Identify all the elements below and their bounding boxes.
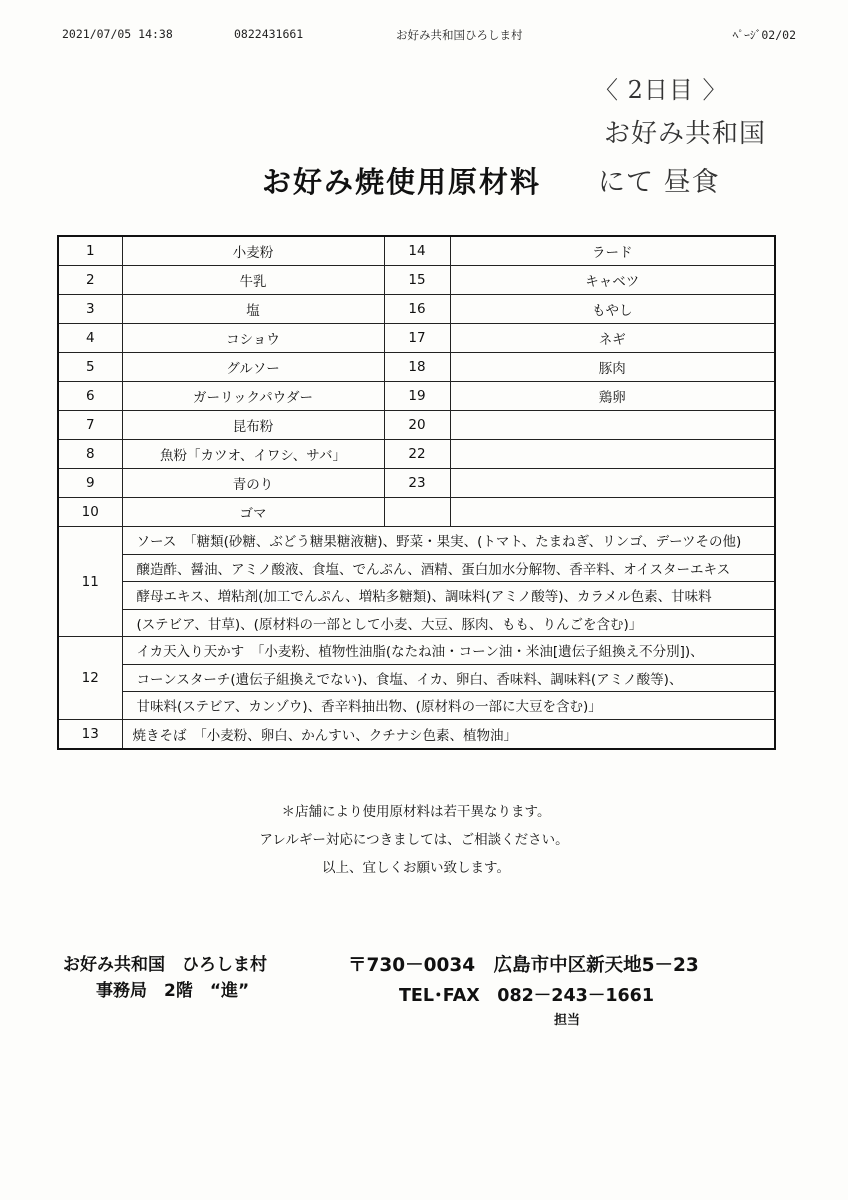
ingredient-number: 2 bbox=[58, 266, 122, 295]
ingredient-number: 4 bbox=[58, 324, 122, 353]
footer-address: 〒730－0034 広島市中区新天地5－23 bbox=[348, 955, 699, 976]
table-row bbox=[58, 719, 775, 749]
ingredient-name: 豚肉 bbox=[450, 353, 775, 382]
ingredient-name: ゴマ bbox=[122, 498, 384, 527]
footer-tel-fax: TEL･FAX 082－243－1661 bbox=[399, 986, 655, 1006]
footer-office: 事務局 2階 “進” bbox=[96, 981, 250, 1001]
fax-page-number: ﾍﾟｰｼﾞ02/02 bbox=[732, 28, 796, 42]
ingredient-detail-line: 醸造酢、醤油、アミノ酸液、食塩、でんぷん、酒精、蛋白加水分解物、香辛料、オイスターエキス bbox=[122, 554, 775, 582]
ingredient-detail-line: (ステビア、甘草)、(原材料の一部として小麦、大豆、豚肉、もも、りんごを含む)」 bbox=[122, 609, 775, 637]
ingredient-name: 昆布粉 bbox=[122, 411, 384, 440]
ingredient-name bbox=[450, 469, 775, 498]
ingredient-detail-line: イカ天入り天かす 「小麦粉、植物性油脂(なたね油・コーン油・米油[遺伝子組換え不分別])、 bbox=[122, 637, 775, 665]
ingredient-number: 10 bbox=[58, 498, 122, 527]
ingredient-detail-line: 酵母エキス、増粘剤(加工でんぷん、増粘多糖類)、調味料(アミノ酸等)、カラメル色素、甘味料 bbox=[122, 582, 775, 610]
table-row bbox=[58, 609, 775, 637]
fax-number: 0822431661 bbox=[234, 27, 304, 41]
table-row bbox=[58, 527, 775, 555]
note-line: ＊店舗により使用原材料は若干異なります。 bbox=[281, 804, 551, 820]
table-row bbox=[58, 637, 775, 665]
ingredient-number: 3 bbox=[58, 295, 122, 324]
ingredient-number: 22 bbox=[384, 440, 450, 469]
ingredient-number: 8 bbox=[58, 440, 122, 469]
ingredient-number: 17 bbox=[384, 324, 450, 353]
ingredient-detail-line: 焼きそば 「小麦粉、卵白、かんすい、クチナシ色素、植物油」 bbox=[122, 719, 775, 749]
table-row bbox=[58, 295, 775, 324]
ingredient-detail-line: コーンスターチ(遺伝子組換えでない)、食塩、イカ、卵白、香味料、調味料(アミノ酸等)、 bbox=[122, 664, 775, 692]
ingredient-name bbox=[450, 440, 775, 469]
ingredient-number: 12 bbox=[58, 637, 122, 720]
ingredient-name: コショウ bbox=[122, 324, 384, 353]
ingredient-number: 6 bbox=[58, 382, 122, 411]
ingredient-name: 青のり bbox=[122, 469, 384, 498]
fax-datetime: 2021/07/05 14:38 bbox=[62, 27, 173, 41]
table-row bbox=[58, 353, 775, 382]
ingredient-name: 塩 bbox=[122, 295, 384, 324]
ingredient-name: ラード bbox=[450, 236, 775, 266]
ingredients-table bbox=[57, 235, 776, 750]
ingredient-number: 18 bbox=[384, 353, 450, 382]
table-row bbox=[58, 582, 775, 610]
ingredient-name bbox=[450, 411, 775, 440]
ingredient-name: 小麦粉 bbox=[122, 236, 384, 266]
ingredient-name: 魚粉「カツオ、イワシ、サバ」 bbox=[122, 440, 384, 469]
ingredients-table-body bbox=[58, 236, 775, 749]
ingredient-number: 7 bbox=[58, 411, 122, 440]
ingredient-number: 23 bbox=[384, 469, 450, 498]
ingredient-number: 15 bbox=[384, 266, 450, 295]
ingredient-number: 5 bbox=[58, 353, 122, 382]
notes-block bbox=[0, 798, 848, 882]
table-row bbox=[58, 440, 775, 469]
ingredient-name: 鶏卵 bbox=[450, 382, 775, 411]
ingredient-name: ガーリックパウダー bbox=[122, 382, 384, 411]
ingredient-number: 20 bbox=[384, 411, 450, 440]
ingredient-number: 1 bbox=[58, 236, 122, 266]
ingredient-name: キャベツ bbox=[450, 266, 775, 295]
ingredient-name: ネギ bbox=[450, 324, 775, 353]
handwritten-venue-note: お好み共和国 bbox=[604, 119, 767, 149]
document-title: お好み焼使用原材料 bbox=[262, 165, 542, 199]
ingredient-detail-line: 甘味料(ステビア、カンゾウ)、香辛料抽出物、(原材料の一部に大豆を含む)」 bbox=[122, 692, 775, 720]
fax-header bbox=[62, 27, 808, 45]
ingredient-name: グルソー bbox=[122, 353, 384, 382]
fax-sender: お好み共和国ひろしま村 bbox=[396, 28, 523, 42]
ingredient-name: 牛乳 bbox=[122, 266, 384, 295]
table-row bbox=[58, 692, 775, 720]
ingredient-number: 19 bbox=[384, 382, 450, 411]
table-row bbox=[58, 411, 775, 440]
table-row bbox=[58, 266, 775, 295]
ingredient-detail-line: ソース 「糖類(砂糖、ぶどう糖果糖液糖)、野菜・果実、(トマト、たまねぎ、リンゴ、デーツその他) bbox=[122, 527, 775, 555]
ingredient-name bbox=[450, 498, 775, 527]
ingredient-number: 13 bbox=[58, 719, 122, 749]
ingredient-name: もやし bbox=[450, 295, 775, 324]
table-row bbox=[58, 382, 775, 411]
table-row bbox=[58, 554, 775, 582]
ingredient-number: 9 bbox=[58, 469, 122, 498]
ingredient-number bbox=[384, 498, 450, 527]
table-row bbox=[58, 324, 775, 353]
table-row bbox=[58, 664, 775, 692]
handwritten-lunch-note: にて 昼食 bbox=[598, 167, 720, 198]
ingredient-number: 14 bbox=[384, 236, 450, 266]
footer-organization: お好み共和国 ひろしま村 bbox=[63, 955, 267, 975]
footer-person-in-charge: 担当 bbox=[554, 1013, 581, 1028]
handwritten-day-note: 〈 2日目 〉 bbox=[594, 76, 728, 104]
ingredient-number: 16 bbox=[384, 295, 450, 324]
table-row bbox=[58, 469, 775, 498]
table-row bbox=[58, 498, 775, 527]
note-line: アレルギー対応につきましては、ご相談ください。 bbox=[259, 832, 569, 848]
table-row bbox=[58, 236, 775, 266]
ingredient-number: 11 bbox=[58, 527, 122, 637]
note-line: 以上、宜しくお願い致します。 bbox=[322, 860, 510, 876]
